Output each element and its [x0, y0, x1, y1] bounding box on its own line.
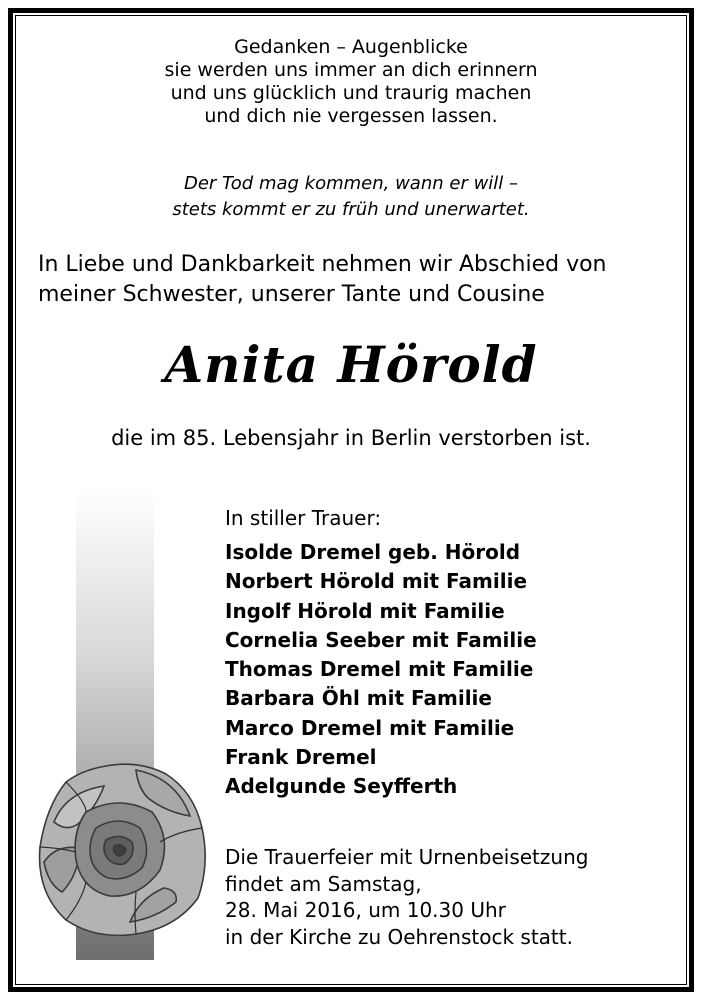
mourner-name: Barbara Öhl mit Familie: [225, 686, 492, 711]
ceremony-line: Die Trauerfeier mit Urnenbeisetzung: [225, 845, 589, 869]
intro-line: In Liebe und Dankbarkeit nehmen wir Abschied von: [38, 252, 607, 277]
intro-line: meiner Schwester, unserer Tante und Cousine: [38, 282, 545, 307]
poem-line: sie werden uns immer an dich erinnern: [164, 59, 538, 81]
poem-line: Gedanken – Augenblicke: [234, 36, 468, 58]
death-notice: die im 85. Lebensjahr in Berlin verstorben ist.: [111, 426, 591, 450]
quote-line: stets kommt er zu früh und unerwartet.: [172, 199, 530, 220]
poem-line: und uns glücklich und traurig machen: [170, 82, 532, 104]
ceremony-info: [225, 844, 588, 950]
ceremony-line: in der Kirche zu Oehrenstock statt.: [225, 924, 573, 949]
poem: [0, 36, 702, 128]
mourner-name: Ingolf Hörold mit Familie: [225, 598, 505, 623]
mourner-name: Isolde Dremel geb. Hörold: [225, 540, 521, 564]
mourner-name: Frank Dremel: [225, 745, 377, 770]
mourner-name: Cornelia Seeber mit Familie: [225, 627, 537, 652]
mourning-label: In stiller Trauer:: [225, 506, 382, 530]
deceased-name: Anita Hörold: [164, 335, 538, 394]
mourner-name: Thomas Dremel mit Familie: [225, 657, 534, 682]
poem-line: und dich nie vergessen lassen.: [204, 105, 498, 127]
mourner-name: Adelgunde Seyfferth: [225, 774, 458, 799]
quote-line: Der Tod mag kommen, wann er will –: [183, 173, 519, 194]
quote: [0, 171, 702, 223]
farewell-intro: [38, 250, 678, 310]
ceremony-line: findet am Samstag,: [225, 871, 422, 896]
rose-icon: [26, 752, 212, 942]
ceremony-line: 28. Mai 2016, um 10.30 Uhr: [225, 898, 506, 922]
mourner-list: [225, 538, 537, 802]
mourner-name: Norbert Hörold mit Familie: [225, 569, 528, 594]
mourner-name: Marco Dremel mit Familie: [225, 715, 515, 740]
